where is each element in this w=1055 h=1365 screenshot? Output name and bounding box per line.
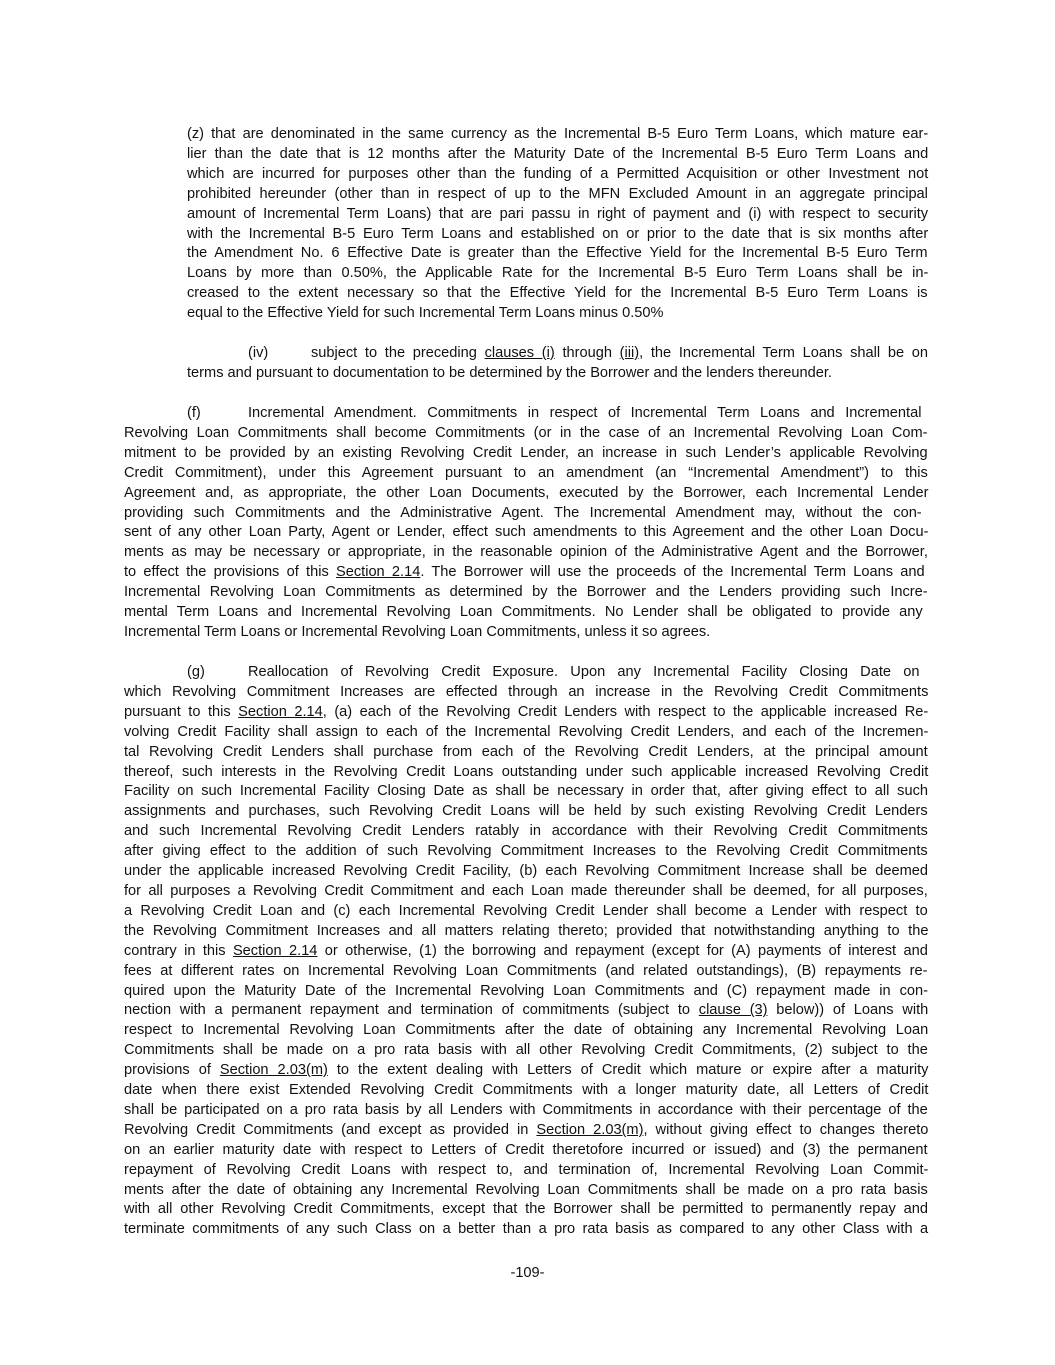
- text-line: assignments and purchases, such Revolving Credit Loans will be held by such existing Revolving Credit Lenders: [124, 803, 928, 820]
- text-run: through: [554, 345, 620, 361]
- cross-reference-link[interactable]: Section 2.03(m): [219, 1062, 328, 1079]
- text-line: Incremental Revolving Loan Commitments as determined by the Borrower and the Lenders providing such Incre-: [124, 584, 928, 601]
- text-line: repayment of Revolving Credit Loans with respect to, and termination of, Incremental Revolving Loan Commit-: [124, 1161, 929, 1178]
- text-line: volving Credit Facility shall assign to each of the Incremental Revolving Credit Lenders, and each of the Incremen-: [124, 723, 929, 740]
- text-run: below)) of Loans with: [767, 1002, 929, 1019]
- text-line: on an earlier maturity date with respect to Letters of Credit theretofore incurred or issued) and (3) the permanent: [124, 1141, 928, 1158]
- text-line: and such Incremental Revolving Credit Lenders ratably in accordance with their Revolving Credit Commitments: [124, 823, 928, 840]
- text-run: Reallocation of Revolving Credit Exposure. Upon any Incremental Facility Closing Date on: [248, 664, 920, 680]
- text-line: mental Term Loans and Incremental Revolving Loan Commitments. No Lender shall be obligated to provide any: [124, 604, 923, 621]
- cross-reference-link[interactable]: clauses (i): [484, 345, 555, 361]
- text-run: nection with a permanent repayment and termination of commitments (subject to: [124, 1002, 699, 1019]
- paragraph-g: [124, 663, 928, 1240]
- text-line: [124, 1121, 928, 1141]
- text-line: the Revolving Commitment Increases and all matters relating thereto; provided that notwithstanding anything to the: [124, 922, 929, 939]
- text-run: to effect the provisions of this: [124, 564, 336, 581]
- text-line: [187, 344, 928, 364]
- cross-reference-link[interactable]: Section 2.14: [336, 564, 421, 581]
- text-line: terms and pursuant to documentation to be determined by the Borrower and the lenders thereunder.: [187, 364, 832, 381]
- text-line: ments after the date of obtaining any Incremental Revolving Loan Commitments shall be made on a pro rata basis: [124, 1181, 928, 1198]
- text-line: shall be participated on a pro rata basis by all Lenders with Commitments in accordance with their percentage of the: [124, 1101, 928, 1118]
- text-line: respect to Incremental Revolving Loan Commitments after the date of obtaining any Incremental Revolving Loan: [124, 1022, 929, 1039]
- text-run: to the extent dealing with Letters of Credit which mature or expire after a maturity: [327, 1062, 929, 1079]
- text-line: amount of Incremental Term Loans) that are pari passu in right of payment and (i) with respect to security: [187, 205, 929, 222]
- text-line: creased to the extent necessary so that the Effective Yield for the Incremental B-5 Euro Term Loans is: [187, 285, 928, 302]
- text-line: mitment to be provided by an existing Revolving Credit Lender, an increase in such Lender’s applicable Revolving: [124, 444, 928, 461]
- text-line: (z) that are denominated in the same currency as the Incremental B-5 Euro Term Loans, which mature ear-: [187, 126, 929, 142]
- text-line: Revolving Loan Commitments shall become Commitments (or in the case of an Incremental Revolving Loan Com-: [124, 424, 928, 441]
- text-line: lier than the date that is 12 months after the Maturity Date of the Incremental B-5 Euro Term Loans and: [187, 145, 929, 162]
- text-line: ments as may be necessary or appropriate, in the reasonable opinion of the Administrative Agent and the Borrower,: [124, 544, 928, 561]
- text-line: [124, 404, 928, 424]
- text-line: tal Revolving Credit Lenders shall purchase from each of the Revolving Credit Lenders, at the principal amount: [124, 743, 928, 760]
- text-line: with all other Revolving Credit Commitments, except that the Borrower shall be permitted to permanently repay and: [124, 1201, 929, 1218]
- text-line: [124, 1001, 928, 1021]
- text-run: subject to the preceding: [311, 345, 485, 361]
- text-run: contrary in this: [124, 942, 233, 959]
- text-line: after giving effect to the addition of such Revolving Commitment Increases to the Revolving Credit Commitments: [124, 843, 928, 860]
- text-line: [124, 663, 928, 683]
- text-run: or otherwise, (1) the borrowing and repayment (except for (A) payments of interest and: [317, 942, 928, 959]
- text-line: a Revolving Credit Loan and (c) each Incremental Revolving Credit Lender shall become a Lender with respect to: [124, 902, 928, 919]
- text-line: Agreement and, as appropriate, the other Loan Documents, executed by the Borrower, each Incremental Lender: [124, 484, 929, 501]
- cross-reference-link[interactable]: clause (3): [698, 1002, 768, 1019]
- paragraph-iv: [187, 344, 928, 384]
- text-line: Facility on such Incremental Facility Closing Date as shall be necessary in order that, after giving effect to all such: [124, 783, 929, 800]
- text-line: Credit Commitment), under this Agreement pursuant to an amendment (an “Incremental Amendment”) to this: [124, 464, 928, 481]
- text-line: fees at different rates on Incremental Revolving Loan Commitments (and related outstandings), (B) repayments re-: [124, 962, 928, 979]
- text-line: Loans by more than 0.50%, the Applicable Rate for the Incremental B-5 Euro Term Loans shall be in-: [187, 265, 929, 282]
- cross-reference-link[interactable]: Section 2.14: [238, 703, 323, 720]
- text-line: [124, 1061, 928, 1081]
- text-run: , without giving effect to changes thereto: [643, 1121, 929, 1138]
- text-line: which are incurred for purposes other than the funding of a Permitted Acquisition or other Investment not: [187, 165, 929, 182]
- text-line: with the Incremental B-5 Euro Term Loans and established on or prior to the date that is six months after: [187, 225, 929, 242]
- text-line: thereof, such interests in the Revolving Credit Loans outstanding under such applicable increased Revolving Credit: [124, 763, 929, 780]
- text-line: [124, 942, 928, 962]
- text-line: [124, 563, 928, 583]
- text-line: which Revolving Commitment Increases are effected through an increase in the Revolving Credit Commitments: [124, 683, 929, 700]
- text-line: Incremental Term Loans or Incremental Revolving Loan Commitments, unless it so agrees.: [124, 623, 711, 640]
- paragraph-f: [124, 404, 928, 643]
- text-run: pursuant to this: [124, 703, 239, 720]
- text-line: providing such Commitments and the Administrative Agent. The Incremental Amendment may, without the con-: [124, 504, 922, 521]
- text-line: date when there exist Extended Revolving Credit Commitments with a longer maturity date, all Letters of Credit: [124, 1082, 929, 1099]
- text-line: for all purposes a Revolving Credit Commitment and each Loan made thereunder shall be deemed, for all purposes,: [124, 882, 928, 899]
- text-line: [124, 703, 928, 723]
- text-run: provisions of: [124, 1062, 220, 1079]
- text-line: sent of any other Loan Party, Agent or Lender, effect such amendments to this Agreement and the other Loan Docu-: [124, 524, 929, 541]
- text-run: Incremental Amendment. Commitments in respect of Incremental Term Loans and Incremental: [248, 405, 922, 421]
- text-run: , (a) each of the Revolving Credit Lenders with respect to the applicable increased Re-: [322, 703, 929, 720]
- item-number: (g): [187, 664, 205, 680]
- text-line: quired upon the Maturity Date of the Incremental Revolving Loan Commitments and (C) repayment made in con-: [124, 982, 928, 999]
- text-run: . The Borrower will use the proceeds of the Incremental Term Loans and: [420, 564, 925, 581]
- cross-reference-link[interactable]: Section 2.03(m): [536, 1121, 644, 1138]
- text-line: under the applicable increased Revolving Credit Facility, (b) each Revolving Commitment Increase shall be deemed: [124, 863, 928, 880]
- text-line: terminate commitments of any such Class on a better than a pro rata basis as compared to any other Class with a: [124, 1221, 929, 1238]
- item-number: (iv): [248, 345, 269, 361]
- text-run: Revolving Credit Commitments (and except as provided in: [124, 1121, 537, 1138]
- text-line: prohibited hereunder (other than in respect of up to the MFN Excluded Amount in an aggregate principal: [187, 185, 928, 202]
- paragraph-z: [187, 125, 928, 324]
- text-run: , the Incremental Term Loans shall be on: [639, 345, 928, 361]
- text-line: equal to the Effective Yield for such Incremental Term Loans minus 0.50%: [187, 305, 664, 322]
- item-number: (f): [187, 405, 201, 421]
- text-line: Commitments shall be made on a pro rata basis with all other Revolving Credit Commitments, (2) subject to the: [124, 1042, 928, 1059]
- page-number: -109-: [510, 1265, 545, 1281]
- cross-reference-link[interactable]: (iii): [619, 345, 640, 361]
- cross-reference-link[interactable]: Section 2.14: [232, 942, 318, 959]
- text-line: the Amendment No. 6 Effective Date is greater than the Effective Yield for the Incremental B-5 Euro Term: [187, 245, 928, 262]
